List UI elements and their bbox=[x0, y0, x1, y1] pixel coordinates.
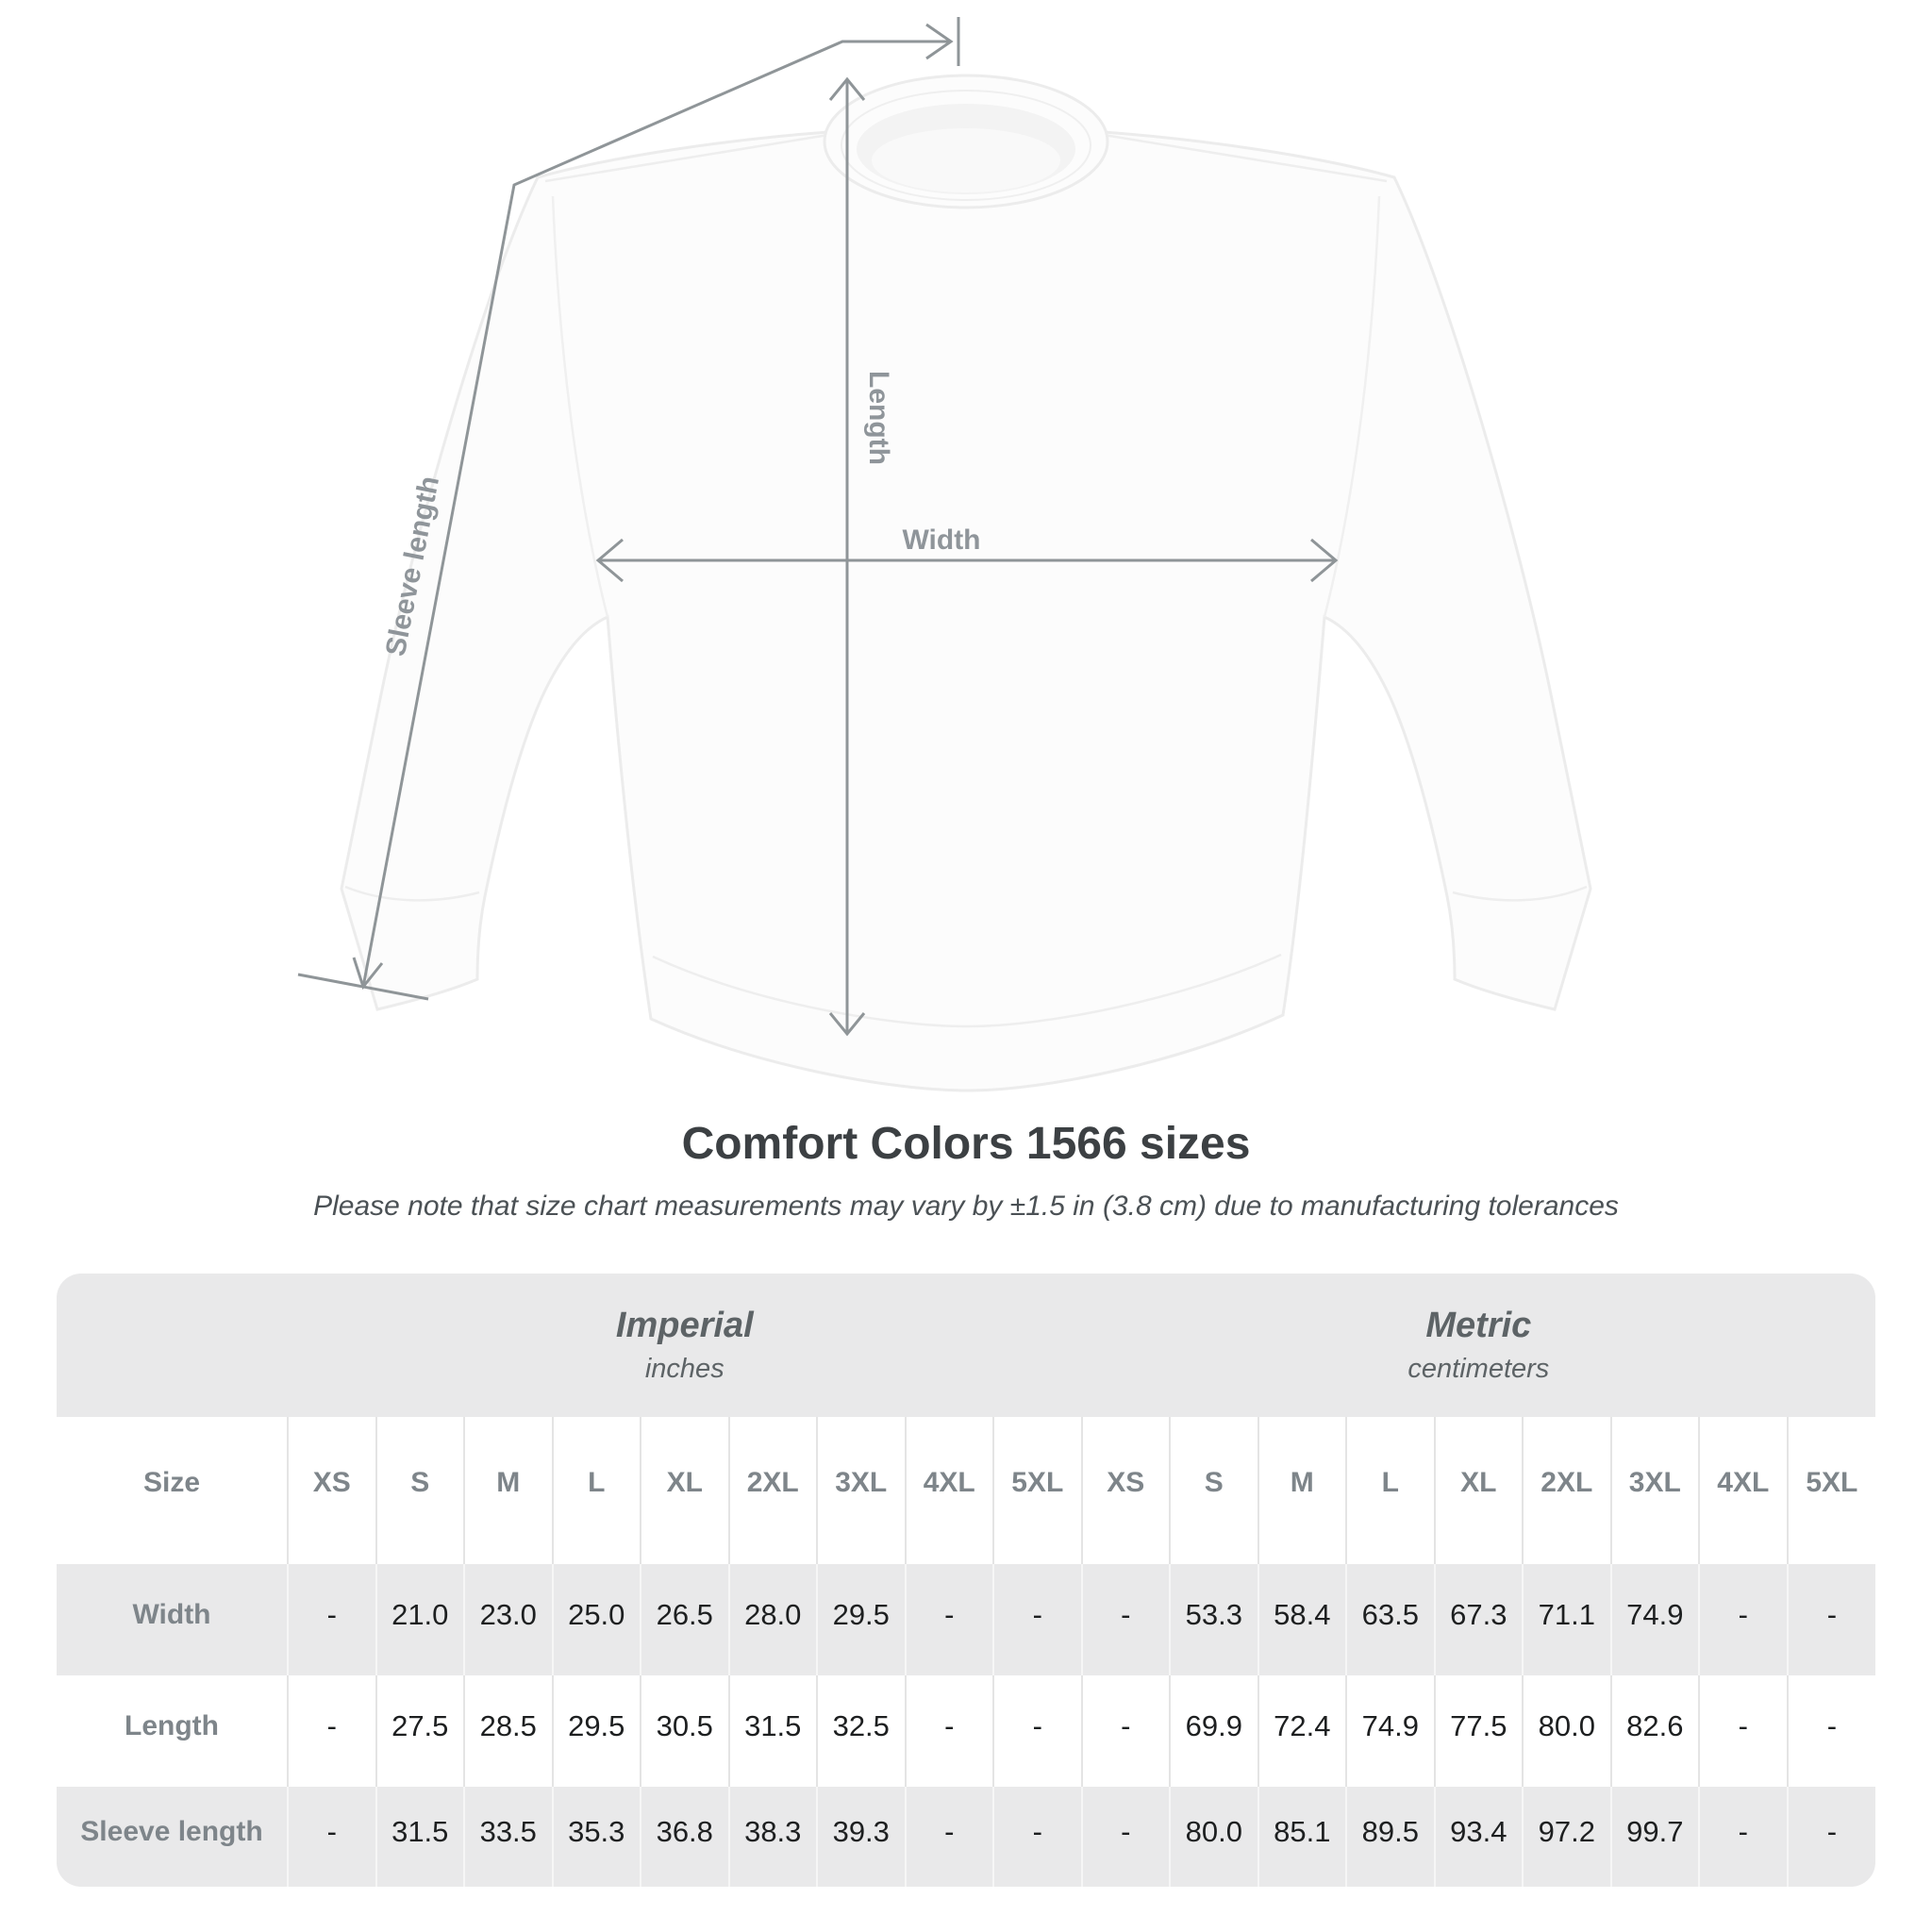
measurement-cell: - bbox=[906, 1564, 994, 1675]
measurement-cell: 69.9 bbox=[1170, 1675, 1258, 1787]
measurement-cell: - bbox=[993, 1564, 1082, 1675]
measurement-cell: 80.0 bbox=[1523, 1675, 1611, 1787]
size-header-imperial-s: S bbox=[376, 1417, 465, 1564]
size-header-imperial-2xl: 2XL bbox=[729, 1417, 818, 1564]
size-columns-header-row bbox=[57, 1417, 1875, 1564]
measurement-cell: 74.9 bbox=[1611, 1564, 1700, 1675]
measurement-cell: 31.5 bbox=[376, 1787, 465, 1887]
sweatshirt-illustration bbox=[341, 75, 1591, 1091]
size-header-metric-m: M bbox=[1258, 1417, 1347, 1564]
size-header-imperial-m: M bbox=[464, 1417, 553, 1564]
measurement-cell: 67.3 bbox=[1435, 1564, 1524, 1675]
measurement-cell: 72.4 bbox=[1258, 1675, 1347, 1787]
measurement-cell: 71.1 bbox=[1523, 1564, 1611, 1675]
measurement-cell: - bbox=[1788, 1787, 1875, 1887]
size-header-metric-xs: XS bbox=[1082, 1417, 1171, 1564]
tolerance-note: Please note that size chart measurements may vary by ±1.5 in (3.8 cm) due to manufacturing tolerances bbox=[313, 1191, 1619, 1222]
measurement-cell: 25.0 bbox=[553, 1564, 641, 1675]
metric-group-header bbox=[1082, 1274, 1875, 1417]
measurement-cell: 28.5 bbox=[464, 1675, 553, 1787]
row-label: Sleeve length bbox=[80, 1816, 263, 1847]
measurement-cell: 36.8 bbox=[641, 1787, 729, 1887]
measurement-cell: 30.5 bbox=[641, 1675, 729, 1787]
measurement-cell: 58.4 bbox=[1258, 1564, 1347, 1675]
measurement-cell: - bbox=[993, 1675, 1082, 1787]
measurement-cell: - bbox=[1082, 1787, 1171, 1887]
metric-unit-label: centimeters bbox=[1407, 1354, 1550, 1385]
measurement-cell: 74.9 bbox=[1346, 1675, 1435, 1787]
unit-group-header-row bbox=[57, 1274, 1875, 1417]
measurement-cell: - bbox=[906, 1787, 994, 1887]
imperial-label: Imperial bbox=[615, 1305, 754, 1345]
measurement-cell: - bbox=[1699, 1564, 1788, 1675]
length-dimension-label: Length bbox=[863, 371, 894, 465]
group-header-spacer bbox=[57, 1274, 288, 1417]
measurement-cell: - bbox=[1082, 1675, 1171, 1787]
page-title: Comfort Colors 1566 sizes bbox=[681, 1119, 1251, 1169]
measurement-cell: - bbox=[1699, 1675, 1788, 1787]
measurement-cell: - bbox=[288, 1675, 376, 1787]
measurement-cell: 29.5 bbox=[817, 1564, 906, 1675]
size-header-imperial-xs: XS bbox=[288, 1417, 376, 1564]
measurement-cell: 29.5 bbox=[553, 1675, 641, 1787]
measurement-cell: 38.3 bbox=[729, 1787, 818, 1887]
size-header-metric-l: L bbox=[1346, 1417, 1435, 1564]
measurement-cell: 63.5 bbox=[1346, 1564, 1435, 1675]
size-header-metric-s: S bbox=[1170, 1417, 1258, 1564]
imperial-unit-label: inches bbox=[644, 1354, 724, 1385]
size-header-imperial-3xl: 3XL bbox=[817, 1417, 906, 1564]
measurement-cell: 28.0 bbox=[729, 1564, 818, 1675]
size-column-header: Size bbox=[57, 1417, 288, 1564]
size-header-metric-3xl: 3XL bbox=[1611, 1417, 1700, 1564]
measurement-cell: 97.2 bbox=[1523, 1787, 1611, 1887]
measurement-cell: 27.5 bbox=[376, 1675, 465, 1787]
measurement-cell: 21.0 bbox=[376, 1564, 465, 1675]
measurement-cell: 23.0 bbox=[464, 1564, 553, 1675]
measurement-cell: 33.5 bbox=[464, 1787, 553, 1887]
measurement-cell: - bbox=[1699, 1787, 1788, 1887]
measurement-cell: 89.5 bbox=[1346, 1787, 1435, 1887]
measurement-cell: - bbox=[906, 1675, 994, 1787]
size-header-imperial-l: L bbox=[553, 1417, 641, 1564]
size-header-imperial-4xl: 4XL bbox=[906, 1417, 994, 1564]
size-header-metric-5xl: 5XL bbox=[1788, 1417, 1875, 1564]
measurement-cell: 32.5 bbox=[817, 1675, 906, 1787]
size-chart bbox=[57, 1274, 1875, 1887]
measurement-cell: - bbox=[1788, 1564, 1875, 1675]
row-label: Length bbox=[125, 1710, 219, 1741]
size-header-metric-4xl: 4XL bbox=[1699, 1417, 1788, 1564]
measurement-cell: 80.0 bbox=[1170, 1787, 1258, 1887]
measurement-cell: 93.4 bbox=[1435, 1787, 1524, 1887]
metric-label: Metric bbox=[1425, 1305, 1532, 1345]
size-header-imperial-5xl: 5XL bbox=[993, 1417, 1082, 1564]
measurement-cell: - bbox=[1788, 1675, 1875, 1787]
measurement-cell: 82.6 bbox=[1611, 1675, 1700, 1787]
measurement-cell: 39.3 bbox=[817, 1787, 906, 1887]
size-header-imperial-xl: XL bbox=[641, 1417, 729, 1564]
measurement-row-width bbox=[57, 1564, 1875, 1675]
size-header-metric-xl: XL bbox=[1435, 1417, 1524, 1564]
measurement-cell: - bbox=[993, 1787, 1082, 1887]
measurement-cell: 31.5 bbox=[729, 1675, 818, 1787]
size-header-metric-2xl: 2XL bbox=[1523, 1417, 1611, 1564]
sleeve-length-dimension-label: Sleeve length bbox=[379, 474, 446, 659]
imperial-group-header bbox=[288, 1274, 1082, 1417]
size-chart-table bbox=[57, 1274, 1875, 1887]
measurement-row-length bbox=[57, 1675, 1875, 1787]
row-label: Width bbox=[132, 1599, 211, 1630]
measurement-cell: 26.5 bbox=[641, 1564, 729, 1675]
measurement-cell: 99.7 bbox=[1611, 1787, 1700, 1887]
measurement-cell: 35.3 bbox=[553, 1787, 641, 1887]
measurement-row-sleeve-length bbox=[57, 1787, 1875, 1887]
measurement-cell: - bbox=[1082, 1564, 1171, 1675]
width-dimension-label: Width bbox=[902, 525, 981, 556]
measurement-cell: 85.1 bbox=[1258, 1787, 1347, 1887]
measurement-cell: - bbox=[288, 1787, 376, 1887]
measurement-cell: - bbox=[288, 1564, 376, 1675]
measurement-cell: 53.3 bbox=[1170, 1564, 1258, 1675]
measurement-cell: 77.5 bbox=[1435, 1675, 1524, 1787]
